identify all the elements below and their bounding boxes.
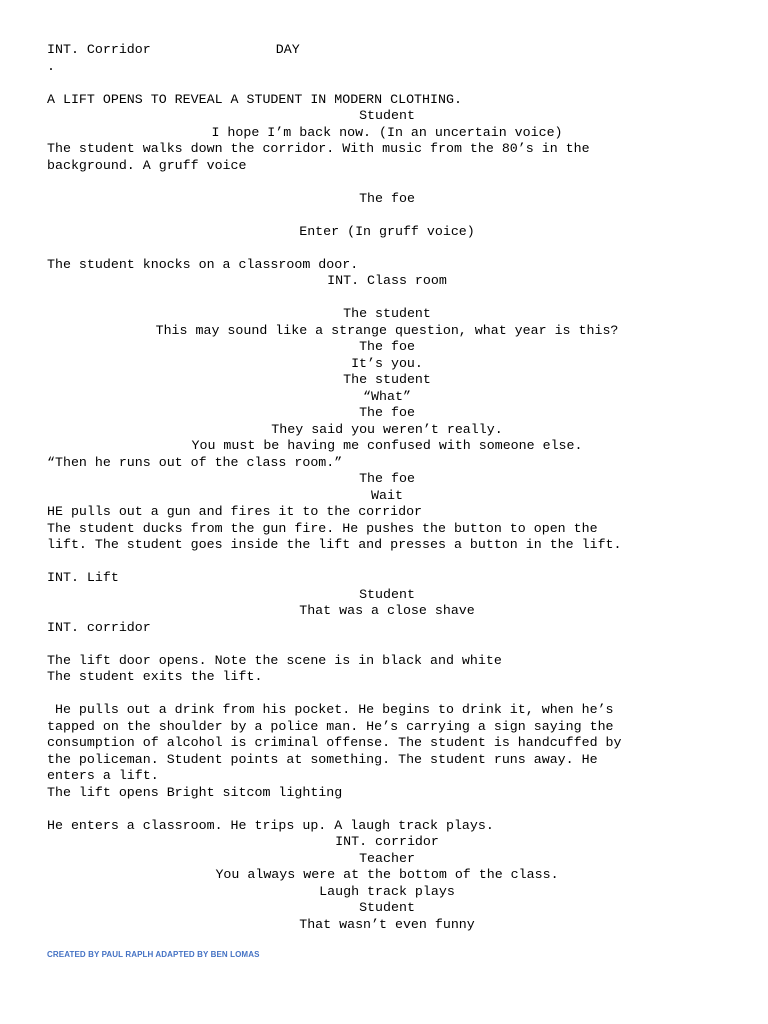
centered-line: INT. corridor bbox=[335, 834, 439, 849]
scene-heading-time: DAY bbox=[275, 42, 300, 57]
centered-line: It’s you. bbox=[351, 355, 423, 371]
centered-line: The foe bbox=[359, 339, 415, 354]
centered-line: Student bbox=[359, 900, 415, 915]
centered-line: Laugh track plays bbox=[319, 883, 455, 899]
script-line: The lift opens Bright sitcom lighting bbox=[47, 784, 343, 800]
script-line: lift. The student goes inside the lift and presses a button in the lift. bbox=[47, 537, 622, 552]
blank-line bbox=[47, 636, 727, 653]
scene-heading bbox=[47, 42, 727, 59]
script-line: He pulls out a drink from his pocket. He begins to drink it, when he’s bbox=[47, 702, 614, 717]
script-line: . bbox=[47, 58, 55, 74]
centered-line: Student bbox=[359, 586, 415, 602]
centered-line: Student bbox=[359, 108, 415, 123]
script-line: The student walks down the corridor. With music from the 80’s in the bbox=[47, 141, 590, 156]
script-line: The student exits the lift. bbox=[47, 669, 263, 684]
centered-line: The foe bbox=[359, 471, 415, 486]
script-line: INT. Lift bbox=[47, 570, 119, 585]
script-line: the policeman. Student points at something. The student runs away. He bbox=[47, 751, 598, 767]
centered-line: “What” bbox=[363, 388, 411, 404]
blank-line bbox=[47, 207, 727, 224]
script-lines bbox=[47, 59, 727, 934]
script-line: HE pulls out a gun and fires it to the corridor bbox=[47, 504, 423, 519]
blank-line bbox=[47, 240, 727, 257]
footer-credit: CREATED BY PAUL RAPLH ADAPTED BY BEN LOMAS bbox=[47, 950, 260, 959]
centered-line: The foe bbox=[359, 190, 415, 206]
blank-line bbox=[47, 801, 727, 818]
script-line: background. A gruff voice bbox=[47, 157, 247, 173]
script-line: INT. corridor bbox=[47, 619, 151, 635]
script-line: The student ducks from the gun fire. He pushes the button to open the bbox=[47, 520, 598, 536]
script-line: tapped on the shoulder by a police man. He’s carrying a sign saying the bbox=[47, 718, 614, 734]
centered-line: That wasn’t even funny bbox=[299, 916, 475, 932]
centered-line: I hope I’m back now. (In an uncertain voice) bbox=[211, 124, 563, 140]
centered-line: INT. Class room bbox=[327, 273, 447, 288]
script-line: “Then he runs out of the class room.” bbox=[47, 454, 343, 470]
scene-heading-place: INT. Corridor bbox=[47, 42, 151, 57]
centered-line: Enter (In gruff voice) bbox=[299, 223, 475, 239]
script-line: A LIFT OPENS TO REVEAL A STUDENT IN MODERN CLOTHING. bbox=[47, 91, 462, 107]
blank-line bbox=[47, 174, 727, 191]
script-line: enters a lift. bbox=[47, 768, 159, 783]
screenplay-body bbox=[47, 42, 727, 933]
centered-line: This may sound like a strange question, what year is this? bbox=[155, 322, 619, 338]
blank-line bbox=[47, 686, 727, 703]
script-line: consumption of alcohol is criminal offense. The student is handcuffed by bbox=[47, 735, 622, 750]
centered-line: They said you weren’t really. bbox=[271, 421, 503, 437]
blank-line bbox=[47, 554, 727, 571]
centered-line: You always were at the bottom of the class. bbox=[215, 867, 559, 882]
centered-line: Teacher bbox=[359, 850, 415, 866]
centered-line: That was a close shave bbox=[299, 603, 475, 618]
centered-line: The student bbox=[343, 372, 431, 387]
script-line: The student knocks on a classroom door. bbox=[47, 256, 359, 272]
blank-line bbox=[47, 75, 727, 92]
centered-line: The foe bbox=[359, 405, 415, 420]
script-line: The lift door opens. Note the scene is in black and white bbox=[47, 652, 502, 668]
blank-line bbox=[47, 290, 727, 307]
script-line: He enters a classroom. He trips up. A laugh track plays. bbox=[47, 817, 494, 833]
centered-line: Wait bbox=[371, 487, 403, 503]
centered-line: The student bbox=[343, 306, 431, 321]
centered-line: You must be having me confused with someone else. bbox=[191, 438, 583, 453]
